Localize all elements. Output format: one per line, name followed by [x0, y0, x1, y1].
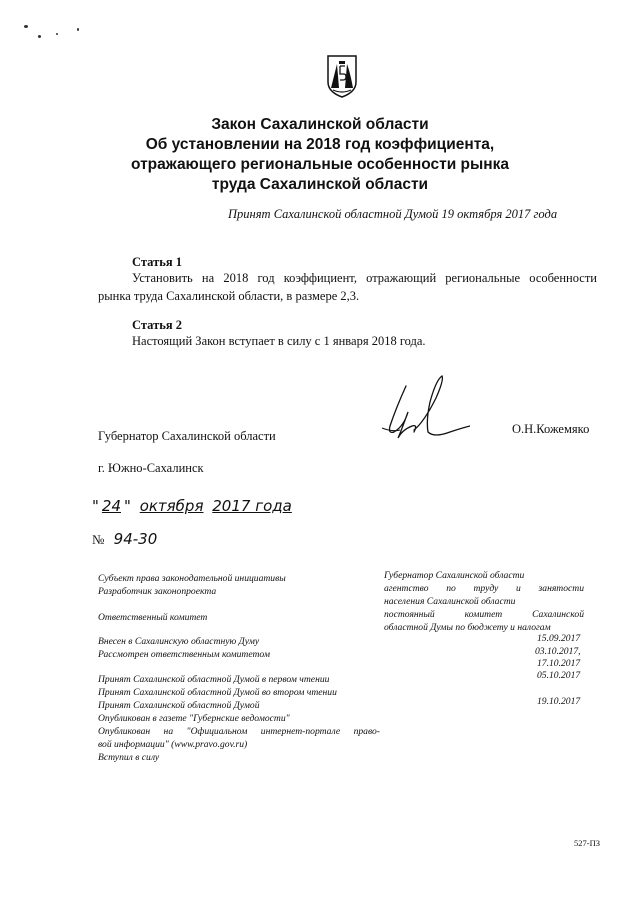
meta-label: Внесен в Сахалинскую областную Думу	[98, 636, 260, 647]
article-1-text-line: рынка труда Сахалинской области, в размере 2,3.	[98, 289, 360, 303]
date-quote-close: "	[124, 497, 131, 515]
handwritten-date	[92, 497, 292, 515]
scan-speck	[24, 25, 28, 28]
number-value: 94-30	[113, 530, 158, 548]
law-number	[92, 530, 157, 548]
meta-label: Ответственный комитет	[98, 612, 208, 623]
date-year: 2017 года	[212, 497, 292, 515]
meta-date: 15.09.2017	[537, 633, 581, 644]
article-1-text-line: Установить на 2018 год коэффициент, отражающий региональные особенности	[132, 271, 597, 285]
meta-label: Разработчик законопроекта	[98, 586, 217, 597]
scan-speck	[38, 35, 41, 38]
date-day: 24	[101, 497, 121, 515]
meta-label: Опубликован на "Официальном интернет-портале право-	[98, 726, 380, 737]
scan-speck	[56, 33, 58, 35]
meta-date: 03.10.2017,	[535, 646, 581, 657]
coat-of-arms-emblem	[326, 54, 358, 98]
law-title-line: Закон Сахалинской области	[211, 116, 429, 133]
meta-label: Опубликован в газете "Губернские ведомости"	[98, 713, 290, 724]
meta-label: вой информации" (www.pravo.gov.ru)	[98, 739, 248, 750]
number-prefix: №	[92, 532, 105, 547]
meta-label: Принят Сахалинской областной Думой в первом чтении	[98, 674, 330, 685]
meta-date: 05.10.2017	[537, 670, 581, 681]
date-quote-open: "	[92, 497, 99, 515]
scan-speck	[77, 28, 79, 31]
meta-label: Принят Сахалинской областной Думой во втором чтении	[98, 687, 337, 698]
signing-city: г. Южно-Сахалинск	[98, 461, 204, 475]
handwritten-signature	[378, 368, 470, 450]
meta-date: 19.10.2017	[537, 696, 581, 707]
article-1-heading: Статья 1	[132, 255, 182, 269]
meta-value: областной Думы по бюджету и налогам	[384, 622, 551, 633]
date-month: октября	[139, 497, 204, 515]
meta-label: Субъект права законодательной инициативы	[98, 573, 286, 584]
law-title-line: труда Сахалинской области	[211, 176, 429, 193]
document-code: 527-ПЗ	[574, 838, 600, 848]
adoption-note: Принят Сахалинской областной Думой 19 октября 2017 года	[228, 207, 558, 221]
article-2-heading: Статья 2	[132, 318, 182, 332]
meta-value: Губернатор Сахалинской области	[384, 570, 525, 581]
meta-value: постоянный комитет Сахалинской	[384, 609, 584, 620]
signatory-name: О.Н.Кожемяко	[512, 422, 590, 436]
article-2-text-line: Настоящий Закон вступает в силу с 1 января 2018 года.	[132, 334, 426, 348]
law-title-line: отражающего региональные особенности рынка	[131, 156, 509, 173]
law-title	[120, 115, 520, 195]
signatory-position: Губернатор Сахалинской области	[98, 429, 276, 443]
meta-value: населения Сахалинской области	[384, 596, 516, 607]
meta-label: Вступил в силу	[98, 752, 160, 763]
meta-label: Рассмотрен ответственным комитетом	[98, 649, 270, 660]
meta-label: Принят Сахалинской областной Думой	[98, 700, 260, 711]
meta-date: 17.10.2017	[537, 658, 581, 669]
meta-value: агентство по труду и занятости	[384, 583, 584, 594]
law-title-line: Об установлении на 2018 год коэффициента,	[145, 136, 495, 153]
